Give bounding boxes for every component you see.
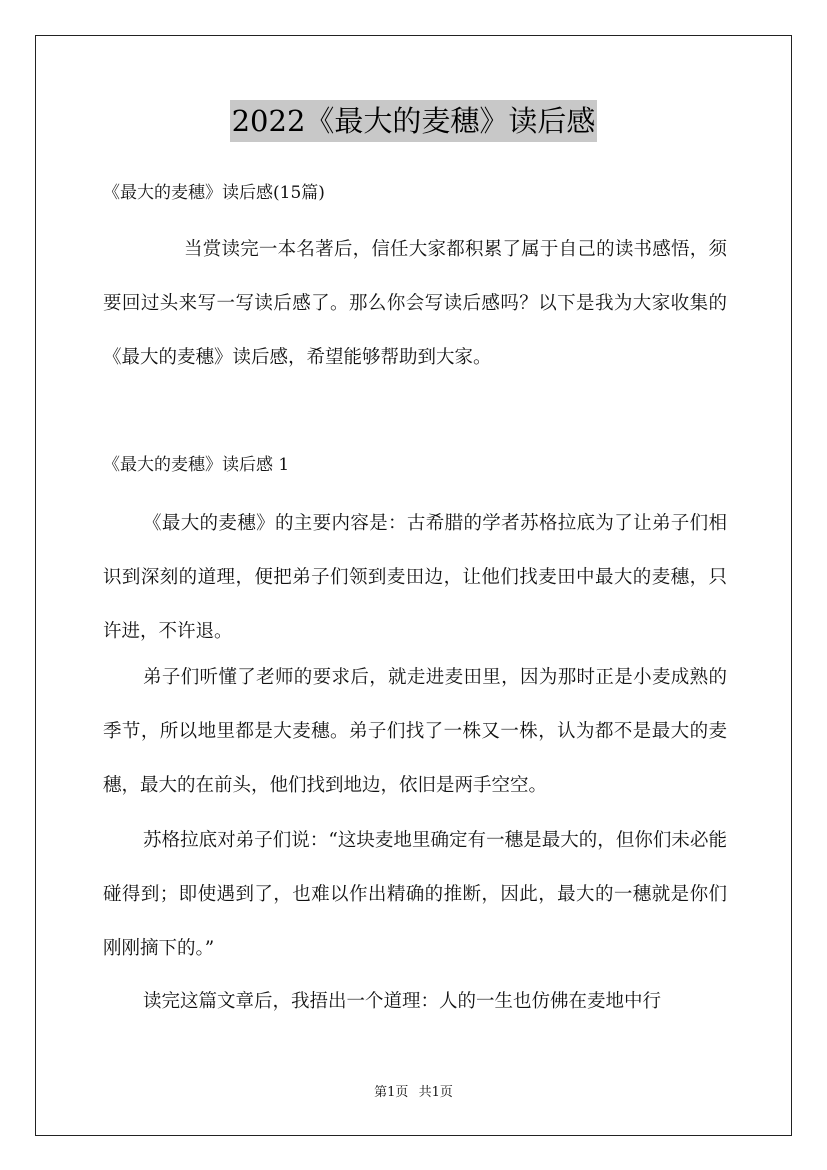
page-number: 第1页 xyxy=(374,1085,409,1100)
body-paragraph-1: 《最大的麦穗》的主要内容是：古希腊的学者苏格拉底为了让弟子们相识到深刻的道理，便把弟子们领到麦田边，让他们找麦田中最大的麦穗，只许进，不许退。 xyxy=(103,513,727,642)
page-footer xyxy=(0,1083,827,1103)
title-container xyxy=(0,100,827,142)
document-subtitle: 《最大的麦穗》读后感(15篇) xyxy=(103,183,325,203)
intro-paragraph: 当赏读完一本名著后，信任大家都积累了属于自己的读书感悟，须要回过头来写一写读后感了。那么你会写读后感吗？以下是我为大家收集的《最大的麦穗》读后感，希望能够帮助到大家。 xyxy=(103,239,727,368)
body-paragraph-3: 苏格拉底对弟子们说：“这块麦地里确定有一穗是最大的，但你们未必能碰得到；即使遇到了，也难以作出精确的推断，因此，最大的一穗就是你们刚刚摘下的。” xyxy=(103,830,727,959)
body-paragraph-2: 弟子们听懂了老师的要求后，就走进麦田里，因为那时正是小麦成熟的季节，所以地里都是大麦穗。弟子们找了一株又一株，认为都不是最大的麦穗，最大的在前头，他们找到地边，依旧是两手空空。 xyxy=(103,667,727,796)
page-total: 共1页 xyxy=(418,1085,453,1100)
section-heading: 《最大的麦穗》读后感 1 xyxy=(103,455,290,475)
document-title: 2022《最大的麦穗》读后感 xyxy=(230,100,598,142)
body-paragraph-4: 读完这篇文章后，我捂出一个道理：人的一生也仿佛在麦地中行 xyxy=(143,991,662,1012)
